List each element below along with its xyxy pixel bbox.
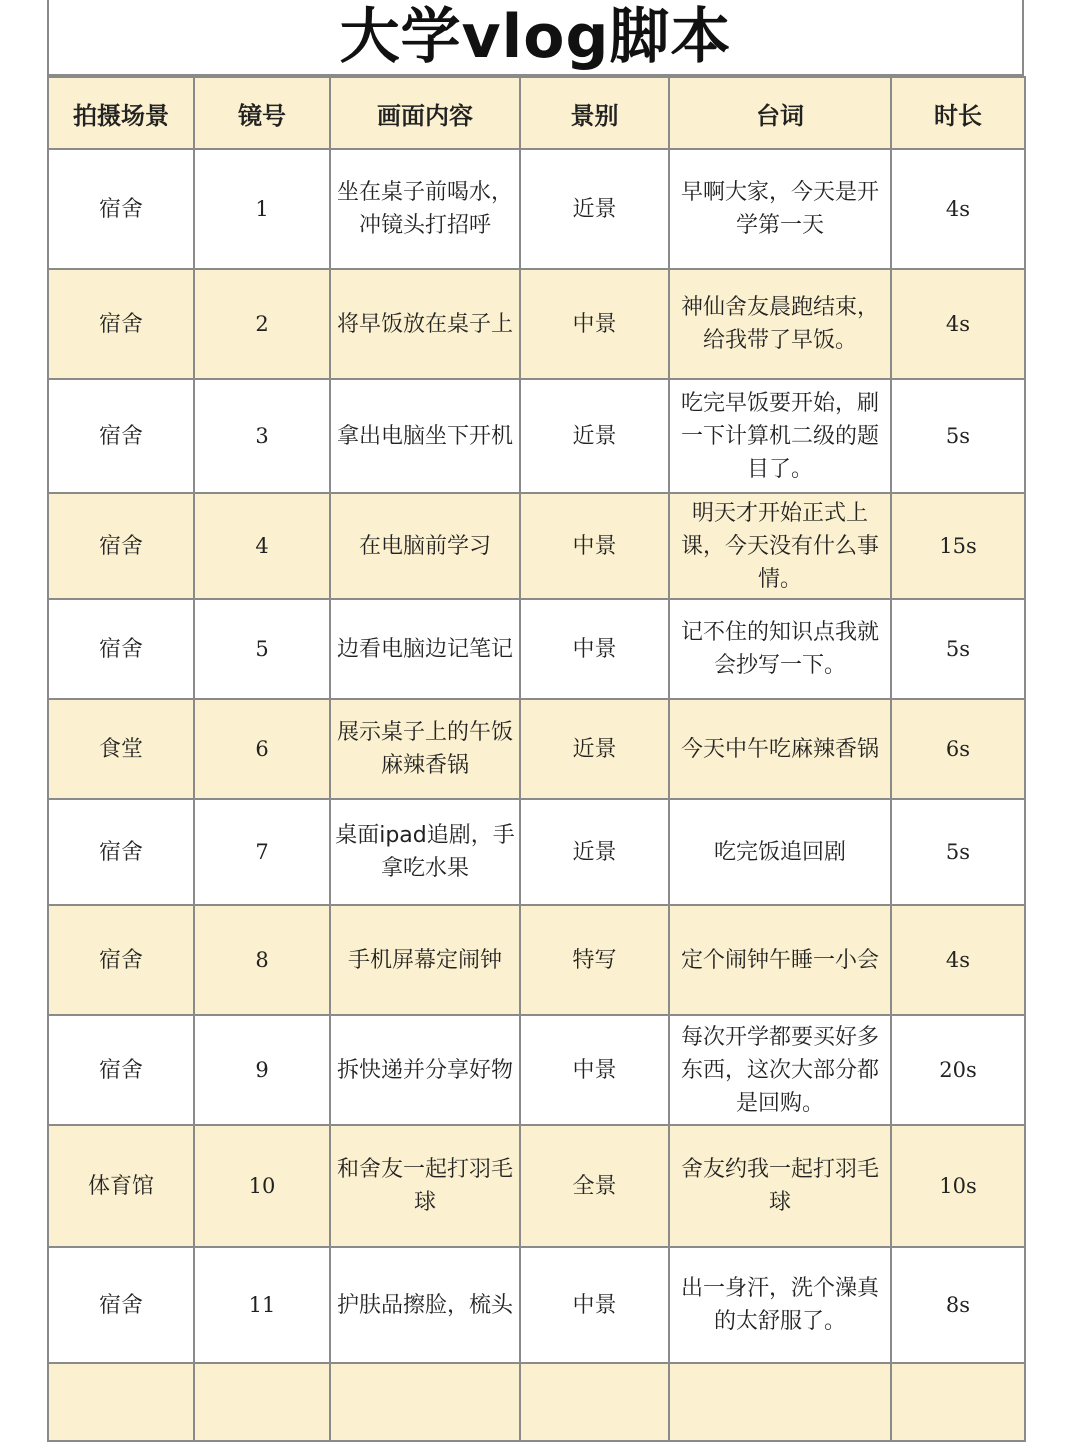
- cell-content: 边看电脑边记笔记: [330, 599, 520, 699]
- cell-shot: 1: [194, 149, 330, 269]
- cell-line: 吃完早饭要开始，刷一下计算机二级的题目了。: [669, 379, 891, 493]
- cell-duration: 8s: [891, 1247, 1025, 1363]
- table-row: [48, 699, 1025, 799]
- cell-content: 护肤品擦脸，梳头: [330, 1247, 520, 1363]
- cell-framing: 中景: [520, 599, 669, 699]
- table-row: [48, 905, 1025, 1015]
- cell-content: 将早饭放在桌子上: [330, 269, 520, 379]
- header-scene: 拍摄场景: [48, 77, 194, 149]
- cell-framing: 近景: [520, 799, 669, 905]
- cell-scene: 体育馆: [48, 1125, 194, 1247]
- cell-line: 记不住的知识点我就会抄写一下。: [669, 599, 891, 699]
- cell-framing: 近景: [520, 699, 669, 799]
- cell-content: 手机屏幕定闹钟: [330, 905, 520, 1015]
- cell-framing: 近景: [520, 149, 669, 269]
- cell-framing: 中景: [520, 493, 669, 599]
- cell-scene: 宿舍: [48, 1015, 194, 1125]
- cell-duration: 20s: [891, 1015, 1025, 1125]
- script-sheet: [47, 0, 1024, 1442]
- cell-scene: 宿舍: [48, 379, 194, 493]
- cell-duration: 6s: [891, 699, 1025, 799]
- cell-line: 神仙舍友晨跑结束，给我带了早饭。: [669, 269, 891, 379]
- cell-shot: 4: [194, 493, 330, 599]
- cell-shot: 9: [194, 1015, 330, 1125]
- cell-shot: 3: [194, 379, 330, 493]
- table-row: [48, 493, 1025, 599]
- cell-line: 每次开学都要买好多东西，这次大部分都是回购。: [669, 1015, 891, 1125]
- cell-content: 桌面ipad追剧，手拿吃水果: [330, 799, 520, 905]
- cell-line: 出一身汗，洗个澡真的太舒服了。: [669, 1247, 891, 1363]
- empty-cell: [669, 1363, 891, 1441]
- cell-shot: 2: [194, 269, 330, 379]
- cell-shot: 7: [194, 799, 330, 905]
- cell-scene: 宿舍: [48, 149, 194, 269]
- table-row: [48, 149, 1025, 269]
- cell-scene: 宿舍: [48, 799, 194, 905]
- cell-line: 舍友约我一起打羽毛球: [669, 1125, 891, 1247]
- cell-framing: 中景: [520, 1015, 669, 1125]
- header-shot: 镜号: [194, 77, 330, 149]
- cell-duration: 5s: [891, 379, 1025, 493]
- cell-line: 吃完饭追回剧: [669, 799, 891, 905]
- cell-content: 展示桌子上的午饭麻辣香锅: [330, 699, 520, 799]
- cell-scene: 宿舍: [48, 599, 194, 699]
- cell-scene: 宿舍: [48, 905, 194, 1015]
- cell-content: 拆快递并分享好物: [330, 1015, 520, 1125]
- cell-duration: 15s: [891, 493, 1025, 599]
- table-row: [48, 269, 1025, 379]
- empty-cell: [48, 1363, 194, 1441]
- empty-cell: [891, 1363, 1025, 1441]
- cell-shot: 5: [194, 599, 330, 699]
- header-framing: 景别: [520, 77, 669, 149]
- cell-duration: 4s: [891, 149, 1025, 269]
- cell-line: 今天中午吃麻辣香锅: [669, 699, 891, 799]
- cell-framing: 特写: [520, 905, 669, 1015]
- cell-content: 和舍友一起打羽毛球: [330, 1125, 520, 1247]
- cell-scene: 宿舍: [48, 269, 194, 379]
- empty-cell: [330, 1363, 520, 1441]
- cell-framing: 全景: [520, 1125, 669, 1247]
- cell-framing: 近景: [520, 379, 669, 493]
- cell-content: 坐在桌子前喝水，冲镜头打招呼: [330, 149, 520, 269]
- cell-framing: 中景: [520, 1247, 669, 1363]
- header-line: 台词: [669, 77, 891, 149]
- empty-cell: [194, 1363, 330, 1441]
- script-table: [47, 76, 1026, 1442]
- cell-line: 定个闹钟午睡一小会: [669, 905, 891, 1015]
- cell-duration: 4s: [891, 905, 1025, 1015]
- cell-line: 明天才开始正式上课，今天没有什么事情。: [669, 493, 891, 599]
- cell-duration: 10s: [891, 1125, 1025, 1247]
- cell-scene: 食堂: [48, 699, 194, 799]
- table-row: [48, 379, 1025, 493]
- cell-content: 在电脑前学习: [330, 493, 520, 599]
- cell-line: 早啊大家，今天是开学第一天: [669, 149, 891, 269]
- table-row: [48, 1015, 1025, 1125]
- cell-content: 拿出电脑坐下开机: [330, 379, 520, 493]
- table-row: [48, 1125, 1025, 1247]
- title-row: [47, 0, 1024, 76]
- cell-duration: 4s: [891, 269, 1025, 379]
- page-title: 大学vlog脚本: [339, 2, 732, 72]
- cell-duration: 5s: [891, 599, 1025, 699]
- table-row: [48, 799, 1025, 905]
- cell-scene: 宿舍: [48, 1247, 194, 1363]
- table-row: [48, 1247, 1025, 1363]
- header-row: [48, 77, 1025, 149]
- cell-duration: 5s: [891, 799, 1025, 905]
- header-content: 画面内容: [330, 77, 520, 149]
- cell-shot: 11: [194, 1247, 330, 1363]
- cell-scene: 宿舍: [48, 493, 194, 599]
- cell-framing: 中景: [520, 269, 669, 379]
- table-row: [48, 599, 1025, 699]
- empty-row: [48, 1363, 1025, 1441]
- empty-cell: [520, 1363, 669, 1441]
- cell-shot: 8: [194, 905, 330, 1015]
- cell-shot: 6: [194, 699, 330, 799]
- header-duration: 时长: [891, 77, 1025, 149]
- cell-shot: 10: [194, 1125, 330, 1247]
